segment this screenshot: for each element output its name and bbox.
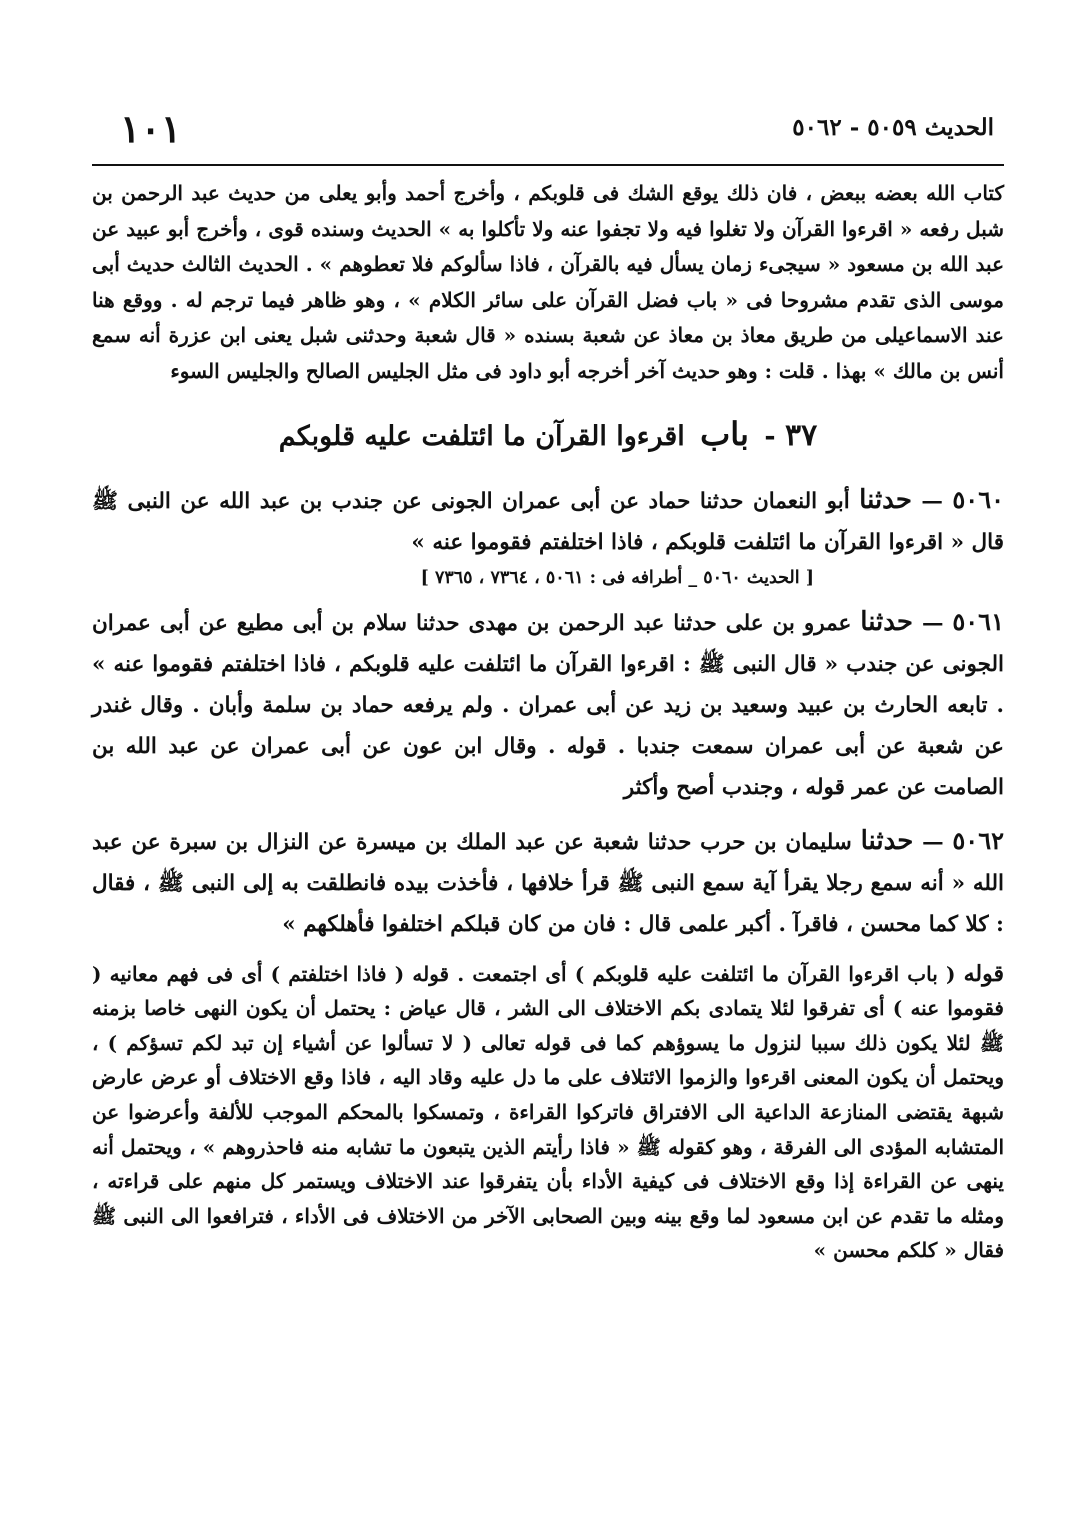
hadith-number: ٥٠٦٠ [952,484,1004,514]
chapter-word: باب [700,414,749,453]
hadith-opening: حدثنا [860,606,914,637]
chapter-heading [92,414,1004,457]
chapter-title: اقرءوا القرآن ما ائتلفت عليه قلوبكم [278,420,685,452]
hadith-number: ٥٠٦١ [952,606,1004,636]
hadith-text: أبو النعمان حدثنا حماد عن أبى عمران الجونى عن جندب بن عبد الله عن النبى ﷺ قال « اقرءوا القرآن ما ائتلفت قلوبكم ، فاذا اختلفتم فقوموا عنه » [92,488,1004,555]
hadith-dash: — [911,488,943,514]
page-header [92,100,1004,152]
header-rule [92,164,1004,166]
hadith-opening: حدثنا [860,825,914,856]
page-content [92,176,1004,1268]
spacer [92,808,1004,820]
commentary-lead: قوله [963,960,1004,987]
hadith-number: ٥٠٦٢ [952,825,1004,855]
intro-paragraph: كتاب الله بعضه ببعض ، فان ذلك يوقع الشك فى قلوبكم ، وأخرج أحمد وأبو يعلى من حديث عبد الرحمن بن شبل رفعه « اقرءوا القرآن ولا تغلوا فيه ولا تجفوا عنه ولا تأكلوا به » الحديث وسنده قوى ، وأخرج أبو عبيد عن عبد الله بن مسعود « سيجىء زمان يسأل فيه بالقرآن ، فاذا سألوكم فلا تعطوهم » . الحديث الثالث حديث أبى موسى الذى تقدم مشروحا فى « باب فضل القرآن على سائر الكلام » ، وهو ظاهر فيما ترجم له . ووقع هنا عند الاسماعيلى من طريق معاذ بن معاذ عن شعبة بسنده « قال شعبة وحدثنى شبل يعنى ابن عزرة أنه سمع أنس بن مالك » بهذا . قلت : وهو حديث آخر أخرجه أبو داود فى مثل الجليس الصالح والجليس السوء [92,181,1004,383]
hadith-5060 [92,479,1004,563]
running-title: الحديث ٥٠٥٩ - ٥٠٦٢ [792,114,994,141]
commentary-text: ( باب اقرءوا القرآن ما ائتلفت عليه قلوبكم ) أى اجتمعت . قوله ( فاذا اختلفتم ) أى فى فهم معانيه ( فقوموا عنه ) أى تفرقوا لئلا يتمادى بكم الاختلاف الى الشر ، قال عياض : يحتمل أن يكون النهى خاصا بزمنه ﷺ لئلا يكون ذلك سببا لنزول ما يسوؤهم كما فى قوله تعالى ( لا تسألوا عن أشياء إن تبد لكم تسؤكم ) ، ويحتمل أن يكون المعنى اقرءوا والزموا الائتلاف على ما دل عليه وقاد اليه ، فاذا وقع الاختلاف أو عرض عارض شبهة يقتضى المنازعة الداعية الى الافتراق فاتركوا القراءة ، وتمسكوا بالمحكم الموجب للألفة وأعرضوا عن المتشابه المؤدى الى الفرقة ، وهو كقوله ﷺ « فاذا رأيتم الذين يتبعون ما تشابه منه فاحذروهم » ، ويحتمل أنه ينهى عن القراءة إذا وقع الاختلاف فى كيفية الأداء بأن يتفرقوا عند الاختلاف ويستمر كل منهم على قراءته ، ومثله ما تقدم عن ابن مسعود لما وقع بينه وبين الصحابى الآخر من الاختلاف فى الأداء ، فترافعوا الى النبى ﷺ فقال « كلكم محسن » [92,961,1004,1263]
hadith-text: سليمان بن حرب حدثنا شعبة عن عبد الملك بن ميسرة عن النزال بن سبرة عن عبد الله « أنه سمع رجلا يقرأ آية سمع النبى ﷺ قرأ خلافها ، فأخذت بيده فانطلقت به إلى النبى ﷺ ، فقال : كلا كما محسن ، فاقرآ . أكبر علمى قال : فان من كان قبلكم اختلفوا فأهلكهم » [92,829,1004,937]
commentary-paragraph [92,957,1004,1268]
chapter-number: ٣٧ [784,417,818,453]
hadith-5061 [92,601,1004,808]
hadith-dash: — [913,829,944,855]
hadith-dash: — [913,610,944,636]
page-number: ١٠١ [120,106,182,151]
hadith-5062 [92,820,1004,945]
hadith-opening: حدثنا [859,484,912,515]
chapter-dash: - [754,420,776,452]
hadith-5060-cross-reference: [ الحديث ٥٠٦٠ _ أطرافه فى : ٥٠٦١ ، ٧٣٦٤ ، ٧٣٦٥ ] [420,567,814,588]
hadith-text: عمرو بن على حدثنا عبد الرحمن بن مهدى حدثنا سلام بن أبى مطيع عن أبى عمران الجونى عن جندب « قال النبى ﷺ : اقرءوا القرآن ما ائتلفت عليه قلوبكم ، فاذا اختلفتم فقوموا عنه » . تابعه الحارث بن عبيد وسعيد بن زيد عن أبى عمران . ولم يرفعه حماد بن سلمة وأبان . وقال غندر عن شعبة عن أبى عمران سمعت جندبا . قوله . وقال ابن عون عن أبى عمران عن عبد الله بن الصامت عن عمر قوله ، وجندب أصح وأكثر [92,610,1004,800]
